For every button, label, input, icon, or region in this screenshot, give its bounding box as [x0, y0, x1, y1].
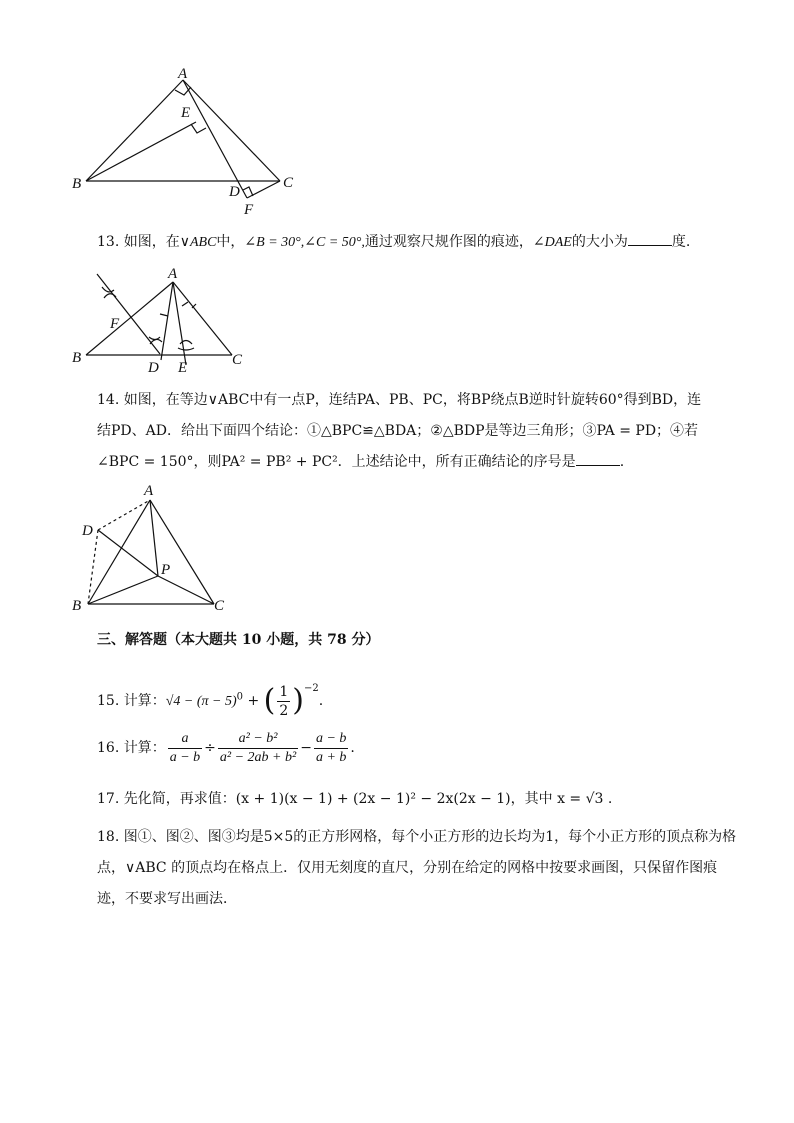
label-D: D [82, 523, 93, 539]
question-15: 15. 计算：$√4 - (\pi - 5)^0$ + ( $\frac{1}{2}$ )$^{-2}$. [97, 683, 324, 719]
label-P: P [161, 562, 171, 578]
figure-q12 [60, 62, 320, 222]
label-A: A [168, 266, 178, 282]
label-D: D [229, 184, 240, 200]
question-16: 16. 计算： $\frac{a}{a - b}$ ÷ $\frac{\text{a² − b²}}{\text{a² − 2ab + b²}}$ − $\frac{a - b}{a + b}$ . [97, 730, 355, 765]
seg-CF [247, 181, 280, 198]
question-13: 13. 如图，在∨ABC中，∠B = 30°,∠C = 50°,通过观察尺规作图的痕迹，∠DAE的大小为 度. [97, 231, 690, 254]
label-C: C [214, 598, 225, 614]
label-A: A [178, 66, 188, 82]
label-E: E [181, 105, 191, 121]
label-C: C [232, 352, 243, 368]
right-angle-F [243, 187, 253, 196]
seg-AC [183, 80, 280, 181]
label-B: B [72, 598, 82, 614]
right-angle-E [191, 124, 206, 133]
seg-BE [86, 122, 196, 181]
answer-blank-14[interactable] [576, 451, 620, 466]
label-A: A [144, 483, 154, 499]
question-14-line-3: ∠BPC = 150°，则PA² = PB² + PC²．上述结论中，所有正确结论的序号是 . [97, 451, 624, 473]
label-D: D [148, 360, 159, 376]
label-B: B [72, 350, 82, 366]
question-17: 17. 先化简，再求值：(x + 1)(x − 1) + (2x − 1)² − 2x(2x − 1)，其中 x = √3 . [97, 791, 613, 807]
question-18-line-1: 18. 图①、图②、图③均是5×5的正方形网格，每个小正方形的边长均为1，每个小正方形的顶点称为格 [97, 829, 737, 845]
question-14-line-2: 结PD、AD．给出下面四个结论：①△BPC≌△BDA；②△BDP是等边三角形；③PA = PD；④若 [97, 423, 699, 439]
question-14-line-1: 14. 如图，在等边∨ABC中有一点P，连结PA、PB、PC，将BP绕点B逆时针旋转60°得到BD，连 [97, 392, 702, 408]
label-F: F [110, 316, 120, 332]
seg-AB [86, 80, 183, 181]
figure-q13 [62, 262, 262, 377]
label-B: B [72, 176, 82, 192]
label-E: E [178, 360, 188, 376]
seg-AF [183, 80, 247, 198]
answer-blank-13[interactable] [628, 231, 672, 246]
section-heading: 三、解答题（本大题共 10 小题，共 78 分） [97, 632, 380, 648]
label-C: C [283, 175, 294, 191]
figure-q14 [64, 478, 244, 618]
question-18-line-3: 迹，不要求写出画法． [97, 891, 237, 907]
question-18-line-2: 点，∨ABC 的顶点均在格点上．仅用无刻度的直尺，分别在给定的网格中按要求画图，只保留作图痕 [97, 860, 718, 876]
label-F: F [244, 202, 254, 218]
